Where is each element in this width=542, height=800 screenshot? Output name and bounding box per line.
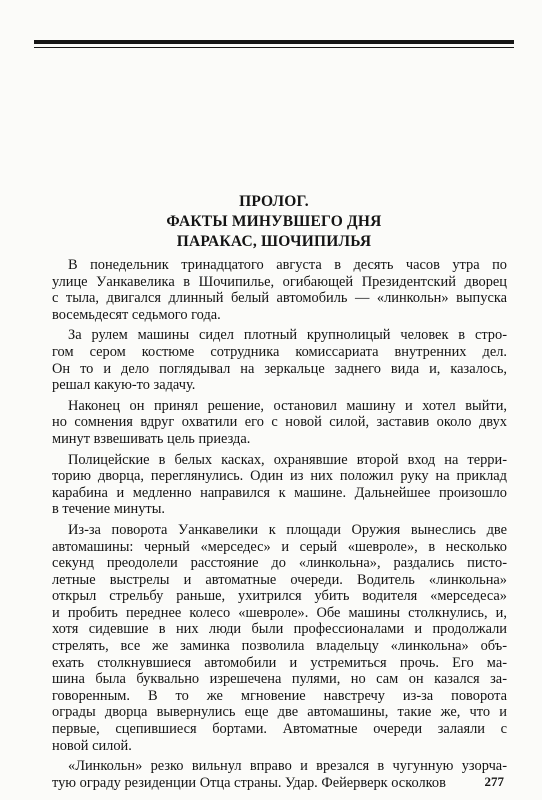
heading-line-3: ПАРАКАС, ШОЧИПИЛЬЯ bbox=[176, 233, 372, 250]
text-line: говоренным. В то же мгновение навстречу из-за поворота bbox=[52, 687, 507, 704]
text-line: Полицейские в белых касках, охранявшие второй вход на терри- bbox=[68, 451, 507, 468]
text-line: ехать столкнувшиеся автомобили и устремиться прочь. Его ма- bbox=[52, 654, 507, 671]
paragraph bbox=[52, 522, 507, 754]
text-line: тую ограду резиденции Отца страны. Удар. Фейерверк осколков bbox=[52, 774, 446, 791]
text-line: решал какую-то задачу. bbox=[52, 377, 196, 394]
text-line: восемьдесят седьмого года. bbox=[52, 306, 221, 323]
text-line: шина была буквально изрешечена пулями, но сам он казался за- bbox=[52, 671, 507, 688]
text-line: хотя сидевшие в них люди были профессионалами и продолжали bbox=[52, 621, 507, 638]
paragraph bbox=[52, 398, 507, 448]
text-line: улице Уанкавелика в Шочипилье, огибающей Президентский дворец bbox=[52, 273, 507, 290]
text-line: новой силой. bbox=[52, 737, 132, 754]
text-line: и пробить переднее колесо «шевроле». Обе машины столкнулись, и, bbox=[52, 604, 507, 621]
text-line: летные выстрелы и автоматные очереди. Водитель «линкольна» bbox=[52, 571, 507, 588]
top-rule-thick bbox=[34, 40, 514, 44]
paragraph bbox=[52, 758, 507, 791]
top-rule-thin bbox=[34, 47, 514, 48]
text-line: в течение минуты. bbox=[52, 501, 165, 518]
text-line: Наконец он принял решение, остановил машину и хотел выйти, bbox=[68, 397, 507, 414]
text-line: стрелять, все же заминка позволила владельцу «линкольна» объ- bbox=[52, 638, 507, 655]
text-line: открыл стрельбу раньше, ухитрился убить водителя «мерседеса» bbox=[52, 588, 507, 605]
paragraph bbox=[52, 257, 507, 323]
text-line: ограды дворца вывернулись еще две автомашины, такие же, что и bbox=[52, 704, 507, 721]
text-line: автомашины: черный «мерседес» и серый «шевроле», в несколько bbox=[52, 538, 507, 555]
body-text bbox=[52, 257, 507, 795]
text-line: «Линкольн» резко вильнул вправо и врезался в чугунную узорча- bbox=[68, 758, 507, 775]
text-line: но сомнения вдруг охватили его с новой силой, заставив около двух bbox=[52, 414, 507, 431]
text-line: За рулем машины сидел плотный крупнолицый человек в стро- bbox=[68, 327, 507, 344]
text-line: В понедельник тринадцатого августа в десять часов утра по bbox=[68, 257, 507, 273]
text-line: с тыла, двигался длинный белый автомобиль — «линкольн» выпуска bbox=[52, 290, 507, 307]
text-line: первые, сцепившиеся бортами. Автоматные очереди залаяли с bbox=[52, 721, 507, 738]
text-line: гом сером костюме сотрудника комиссариата внутренних дел. bbox=[52, 343, 507, 360]
text-line: карабина и медленно направился к машине. Дальнейшее произошло bbox=[52, 484, 507, 501]
heading-line-1: ПРОЛОГ. bbox=[239, 193, 309, 210]
paragraph bbox=[52, 452, 507, 518]
paragraph bbox=[52, 327, 507, 393]
heading-line-2: ФАКТЫ МИНУВШЕГО ДНЯ bbox=[166, 213, 382, 230]
text-line: Он то и дело поглядывал на зеркальце заднего вида и, казалось, bbox=[52, 360, 507, 377]
chapter-heading bbox=[34, 192, 514, 252]
page-number: 277 bbox=[484, 774, 504, 789]
text-line: Из-за поворота Уанкавелики к площади Оружия вынеслись две bbox=[68, 521, 507, 538]
text-line: торию дворца, переглянулись. Один из них положил руку на приклад bbox=[52, 468, 507, 485]
text-line: минут взвешивать цель приезда. bbox=[52, 430, 251, 447]
text-line: секунд преодолели расстояние до «линкольна», раздались писто- bbox=[52, 555, 507, 572]
